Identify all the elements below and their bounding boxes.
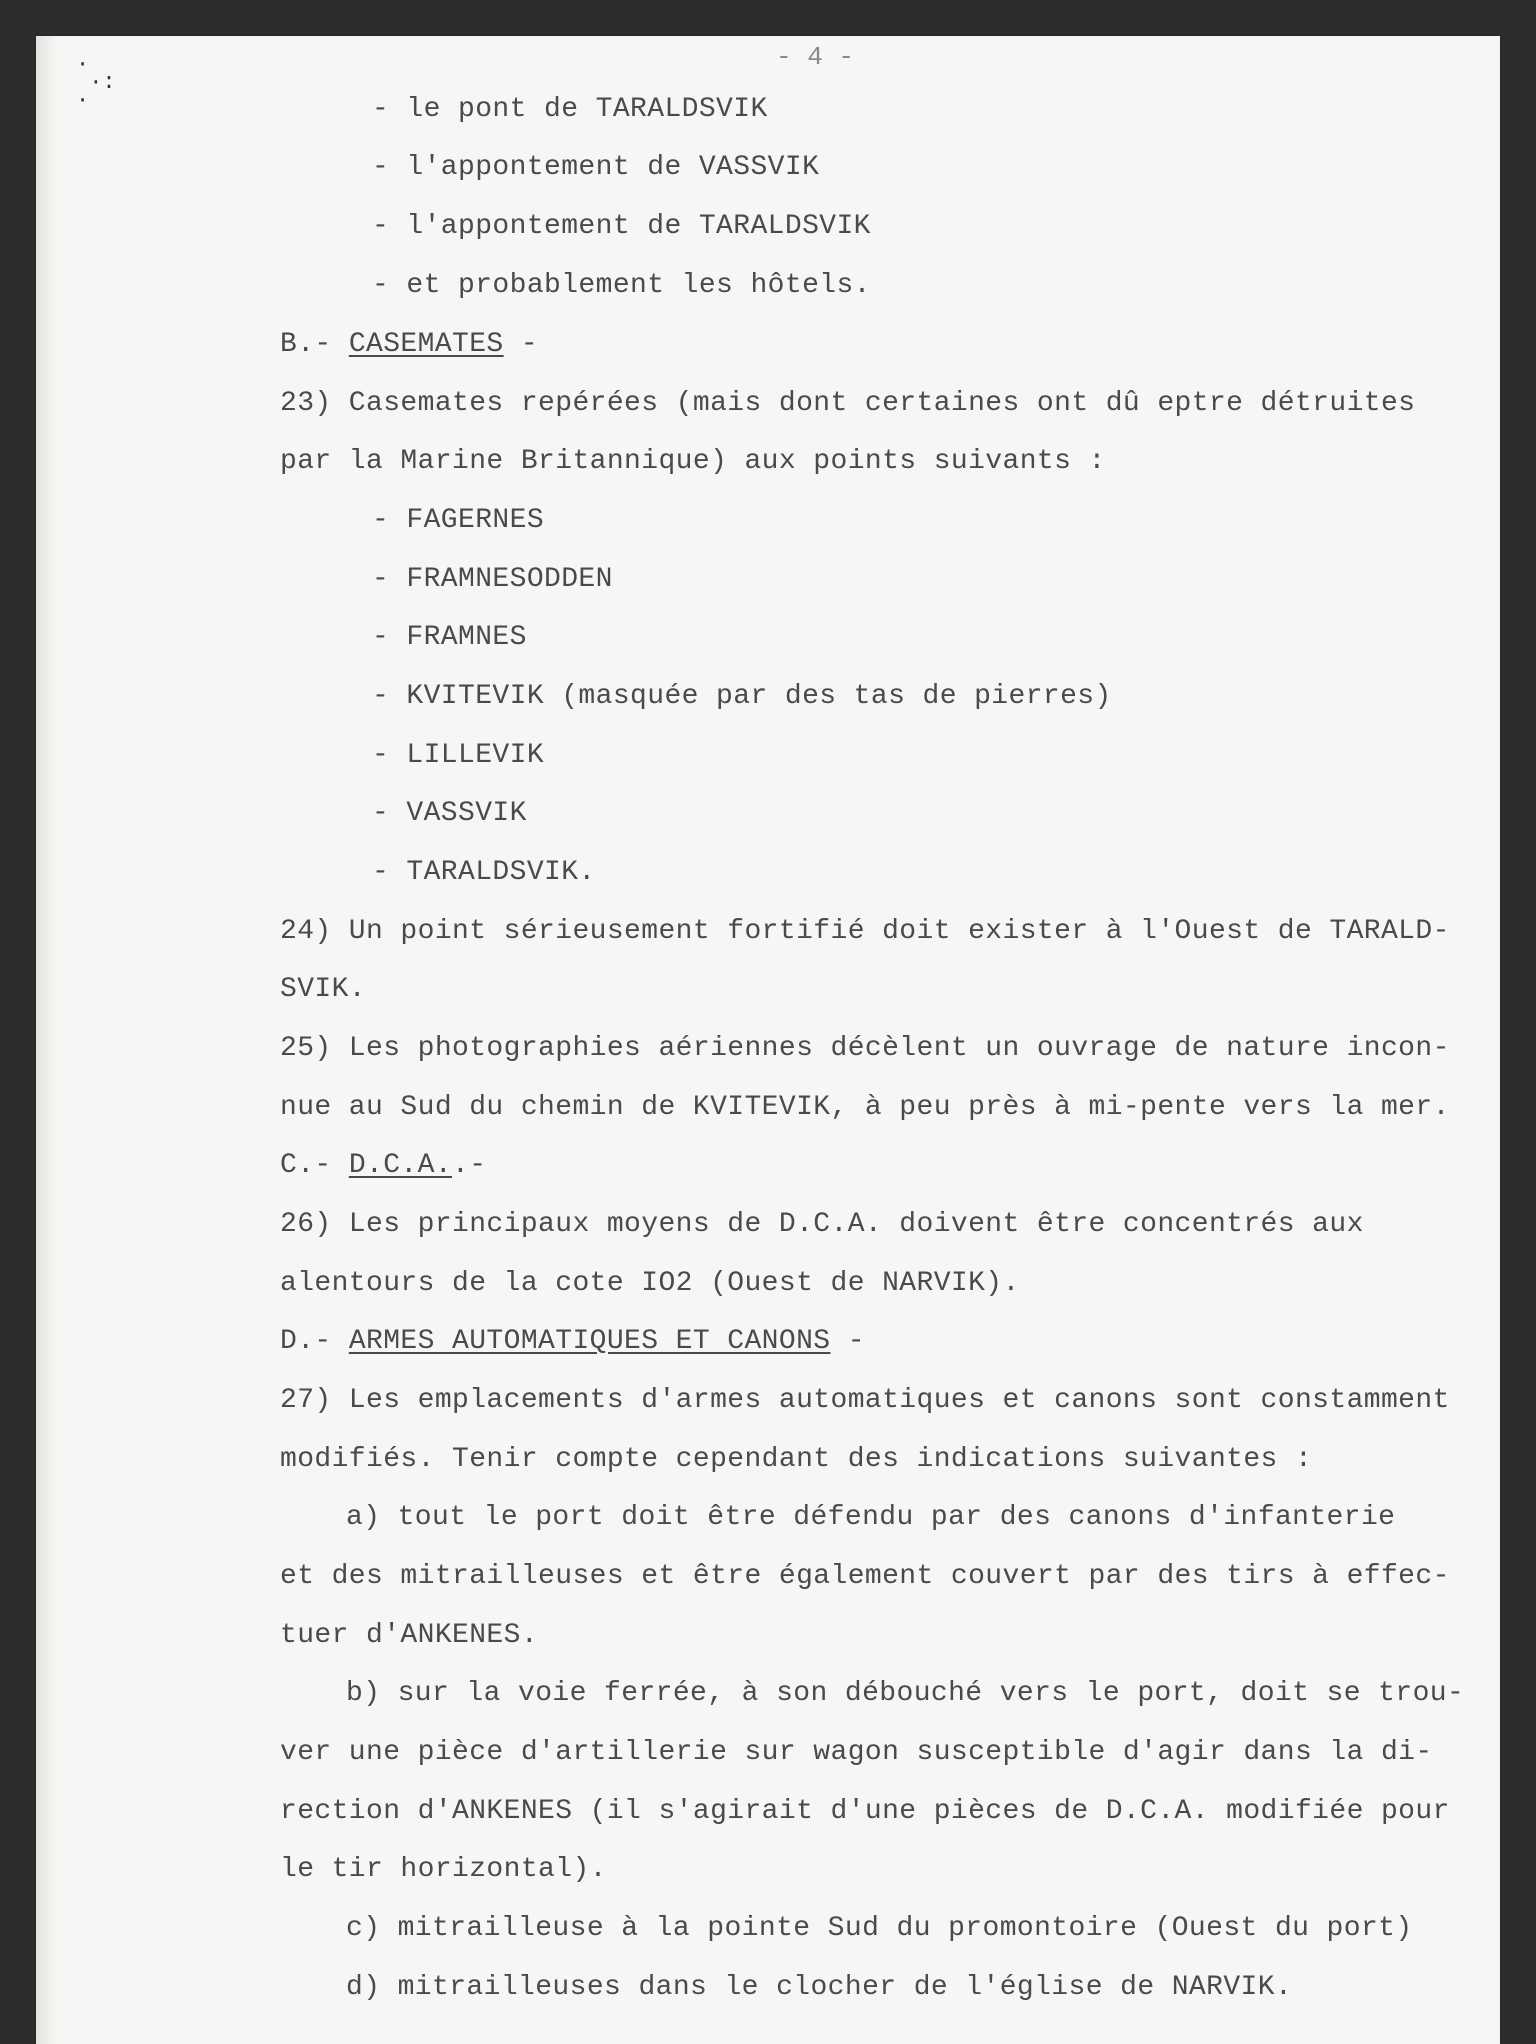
text-line: 25) Les photographies aériennes décèlent un ouvrage de nature incon- (280, 1033, 1450, 1064)
section-dash: - (847, 1326, 865, 1357)
text-line: rection d'ANKENES (il s'agirait d'une pièces de D.C.A. modifiée pour (280, 1796, 1450, 1827)
section-title: ARMES AUTOMATIQUES ET CANONS (348, 1326, 831, 1357)
section-heading (280, 1150, 486, 1181)
text-line: - le pont de TARALDSVIK (372, 94, 768, 125)
section-title: D.C.A. (348, 1150, 453, 1181)
list-item: - FRAMNES (372, 622, 527, 653)
list-item: - FRAMNESODDEN (372, 564, 613, 595)
text-line: par la Marine Britannique) aux points suivants : (280, 446, 1106, 477)
text-line: - et probablement les hôtels. (372, 270, 871, 301)
list-item: - KVITEVIK (masquée par des tas de pierres) (372, 681, 1112, 712)
text-line: 27) Les emplacements d'armes automatiques et canons sont constamment (280, 1385, 1450, 1416)
text-line: SVIK. (280, 974, 367, 1005)
text-line: tuer d'ANKENES. (280, 1620, 539, 1651)
text-line: modifiés. Tenir compte cependant des indications suivantes : (280, 1444, 1313, 1475)
text-line: et des mitrailleuses et être également couvert par des tirs à effec- (280, 1561, 1450, 1592)
text-line: alentours de la cote IO2 (Ouest de NARVIK). (280, 1268, 1020, 1299)
text-line: d) mitrailleuses dans le clocher de l'église de NARVIK. (346, 1972, 1293, 2003)
list-item: - LILLEVIK (372, 740, 545, 771)
text-line: - l'appontement de TARALDSVIK (372, 211, 871, 242)
section-dash: - (520, 329, 539, 360)
text-line: 23) Casemates repérées (mais dont certaines ont dû eptre détruites (280, 388, 1416, 419)
text-line: 24) Un point sérieusement fortifié doit exister à l'Ouest de TARALD- (280, 916, 1450, 947)
text-line: b) sur la voie ferrée, à son débouché vers le port, doit se trou- (346, 1678, 1465, 1709)
section-heading (280, 1326, 865, 1357)
text-line: nue au Sud du chemin de KVITEVIK, à peu près à mi-pente vers la mer. (280, 1092, 1450, 1123)
page-number: - 4 - (776, 42, 855, 72)
text-line: 26) Les principaux moyens de D.C.A. doivent être concentrés aux (280, 1209, 1364, 1240)
section-heading (280, 329, 538, 360)
text-line: ver une pièce d'artillerie sur wagon susceptible d'agir dans la di- (280, 1737, 1433, 1768)
list-item: - VASSVIK (372, 798, 527, 829)
text-line: - l'appontement de VASSVIK (372, 152, 820, 183)
text-line: le tir horizontal). (280, 1854, 607, 1885)
text-line: a) tout le port doit être défendu par des canons d'infanterie (346, 1502, 1396, 1533)
section-title: CASEMATES (348, 329, 504, 360)
document-page (36, 36, 1500, 2044)
section-letter: D.- (280, 1326, 332, 1357)
text-line: c) mitrailleuse à la pointe Sud du promontoire (Ouest du port) (346, 1913, 1413, 1944)
section-dash: .- (452, 1150, 487, 1181)
section-letter: C.- (280, 1150, 332, 1181)
margin-marks: · ·: · (76, 52, 116, 113)
list-item: - TARALDSVIK. (372, 857, 596, 888)
list-item: - FAGERNES (372, 505, 545, 536)
section-letter: B.- (280, 329, 332, 360)
